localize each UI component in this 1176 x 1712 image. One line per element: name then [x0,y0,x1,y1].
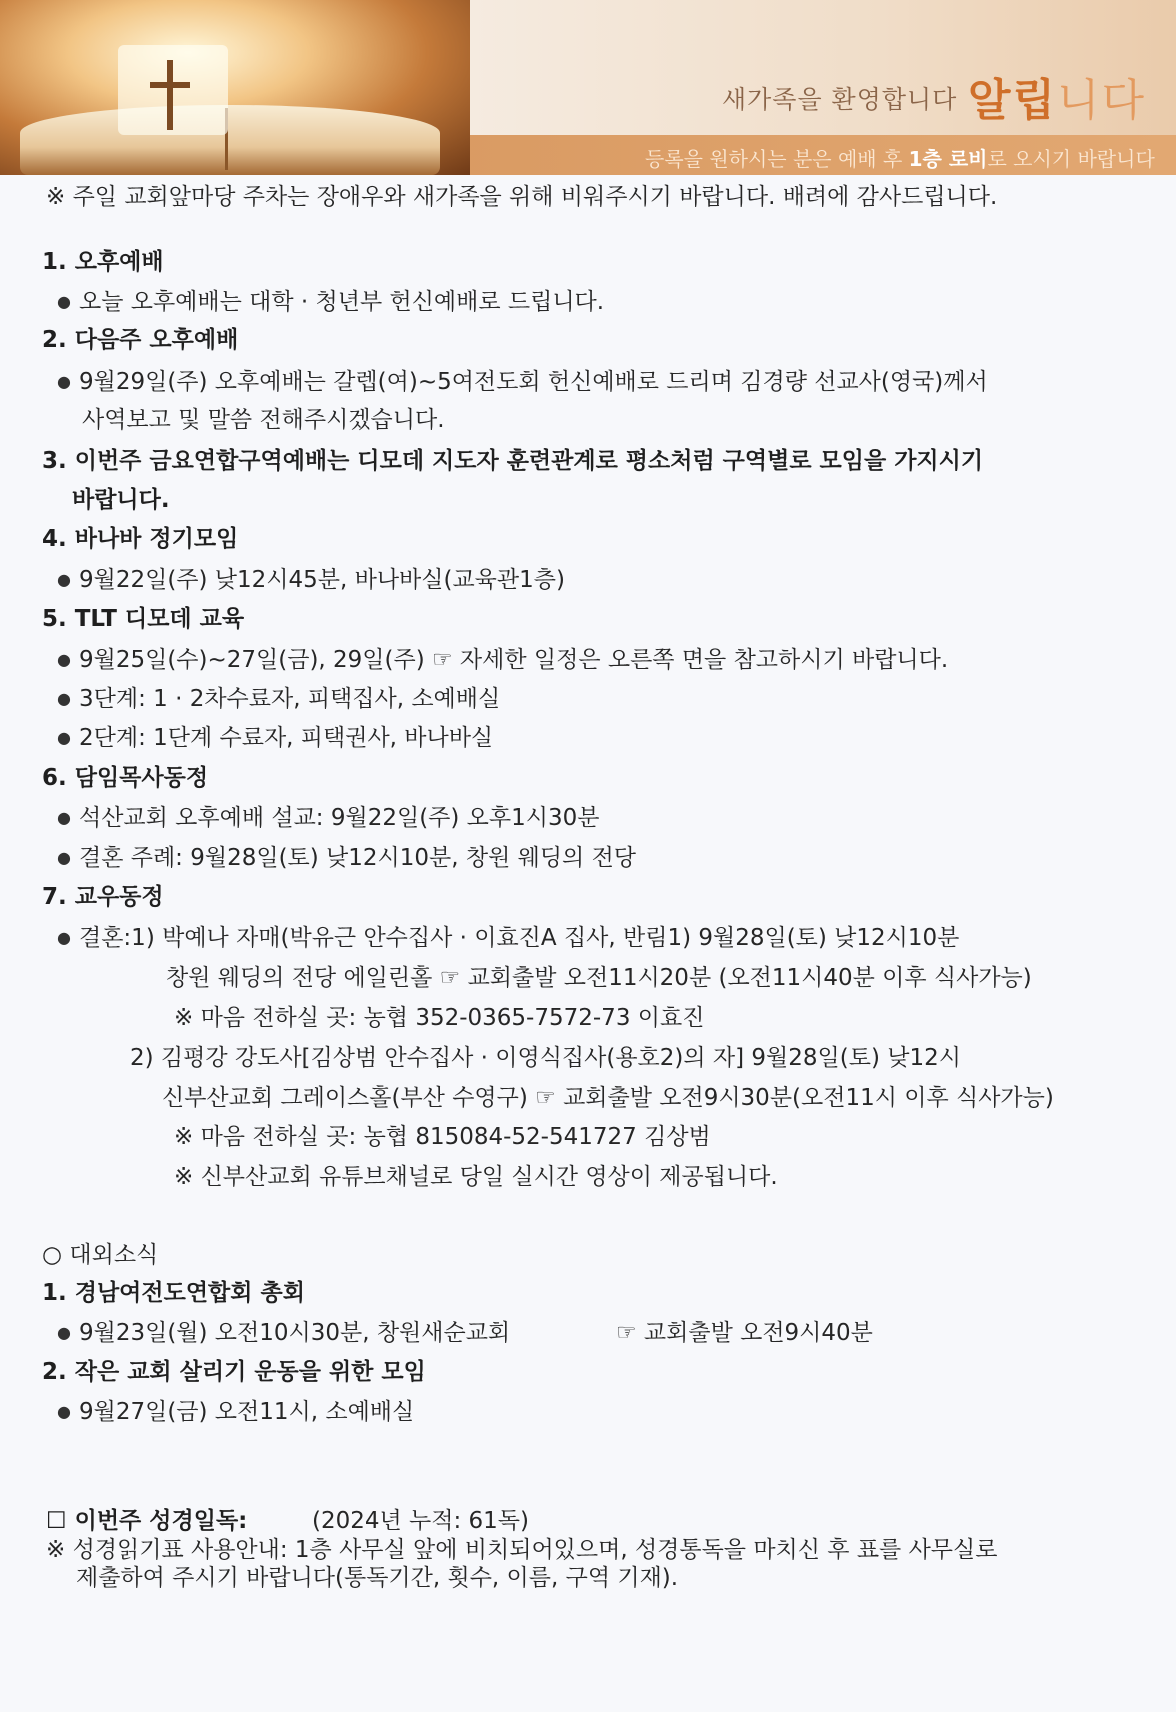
bullet-dot-icon: ● [57,928,71,947]
item2-title: 2. 다음주 오후예배 [42,327,239,353]
item7-line4: 2) 김평강 강도사[김상범 안수집사 · 이영식집사(용호2)의 자] 9월28일(토) 낮12시 [130,1045,961,1071]
bible-note-line1: ※ 성경읽기표 사용안내: 1층 사무실 앞에 비치되어있으며, 성경통독을 마치신 후 표를 사무실로 [46,1537,998,1563]
item7-line3: ※ 마음 전하실 곳: 농협 352-0365-7572-73 이효진 [174,1005,705,1031]
bullet-dot-icon: ● [57,848,71,867]
open-bible-icon [20,105,440,175]
item7-title: 7. 교우동정 [42,884,164,910]
item7-line1: 결혼:1) 박예나 자매(박유근 안수집사 · 이효진A 집사, 반림1) 9월28일(토) 낮12시10분 [79,925,960,951]
external1-bullet1: 9월23일(월) 오전10시30분, 창원새순교회 [79,1320,511,1346]
bullet-dot-icon: ● [57,1323,71,1342]
item5-bullet3: 2단계: 1단계 수료자, 피택권사, 바나바실 [79,725,494,751]
bullet-dot-icon: ● [57,292,71,311]
item7-line6: ※ 마음 전하실 곳: 농협 815084-52-541727 김상범 [174,1124,711,1150]
external2-bullet1: 9월27일(금) 오전11시, 소예배실 [79,1399,415,1425]
item4-title: 4. 바나바 정기모임 [42,526,239,552]
cross-icon [150,60,190,130]
external1-title: 1. 경남여전도연합회 총회 [42,1280,305,1306]
external-heading: ○ 대외소식 [42,1242,159,1268]
external2-title: 2. 작은 교회 살리기 운동을 위한 모임 [42,1359,426,1385]
bullet-dot-icon: ● [57,372,71,391]
item6-bullet1: 석산교회 오후예배 설교: 9월22일(주) 오후1시30분 [79,805,600,831]
page-title: 알립니다 [968,75,1147,126]
bullet-dot-icon: ● [57,689,71,708]
item5-bullet2: 3단계: 1 · 2차수료자, 피택집사, 소예배실 [79,686,501,712]
header-banner [0,0,1176,180]
bullet-dot-icon: ● [57,808,71,827]
item3-title: 3. 이번주 금요연합구역예배는 디모데 지도자 훈련관계로 평소처럼 구역별로 모임을 가지시기 [42,448,984,474]
bullet-dot-icon: ● [57,1402,71,1421]
bible-reading-label: ☐ 이번주 성경일독: [46,1508,248,1534]
item3-title-cont: 바랍니다. [72,487,170,513]
item7-line2: 창원 웨딩의 전당 에일린홀 ☞ 교회출발 오전11시20분 (오전11시40분 이후 식사가능) [166,965,1032,991]
bible-photo [0,0,470,175]
item6-title: 6. 담임목사동정 [42,765,209,791]
bullet-dot-icon: ● [57,728,71,747]
item5-title: 5. TLT 디모데 교육 [42,606,245,632]
item1-title: 1. 오후예배 [42,249,164,275]
item7-line5: 신부산교회 그레이스홀(부산 수영구) ☞ 교회출발 오전9시30분(오전11시 이후 식사가능) [162,1085,1054,1111]
item2-bullet1: 9월29일(주) 오후예배는 갈렙(여)~5여전도회 헌신예배로 드리며 김경량 선교사(영국)께서 [79,369,988,395]
item2-bullet1-cont: 사역보고 및 말씀 전해주시겠습니다. [82,407,445,433]
item4-bullet1: 9월22일(주) 낮12시45분, 바나바실(교육관1층) [79,567,565,593]
item6-bullet2: 결혼 주례: 9월28일(토) 낮12시10분, 창원 웨딩의 전당 [79,845,637,871]
bullet-dot-icon: ● [57,650,71,669]
bullet-dot-icon: ● [57,570,71,589]
register-notice: 등록을 원하시는 분은 예배 후 1층 로비로 오시기 바랍니다 [645,147,1155,171]
parking-notice: ※ 주일 교회앞마당 주차는 장애우와 새가족을 위해 비워주시기 바랍니다. 배려에 감사드립니다. [46,184,998,210]
external1-bullet1-depart: ☞ 교회출발 오전9시40분 [616,1320,873,1346]
item5-bullet1: 9월25일(수)~27일(금), 29일(주) ☞ 자세한 일정은 오른쪽 면을 참고하시기 바랍니다. [79,647,949,673]
welcome-text: 새가족을 환영합니다 [722,85,958,114]
item7-line7: ※ 신부산교회 유튜브채널로 당일 실시간 영상이 제공됩니다. [174,1164,778,1190]
bible-note-line2: 제출하여 주시기 바랍니다(통독기간, 횟수, 이름, 구역 기재). [76,1565,679,1591]
item1-bullet1: 오늘 오후예배는 대학 · 청년부 헌신예배로 드립니다. [79,289,605,315]
bible-reading-count: (2024년 누적: 61독) [312,1508,529,1534]
